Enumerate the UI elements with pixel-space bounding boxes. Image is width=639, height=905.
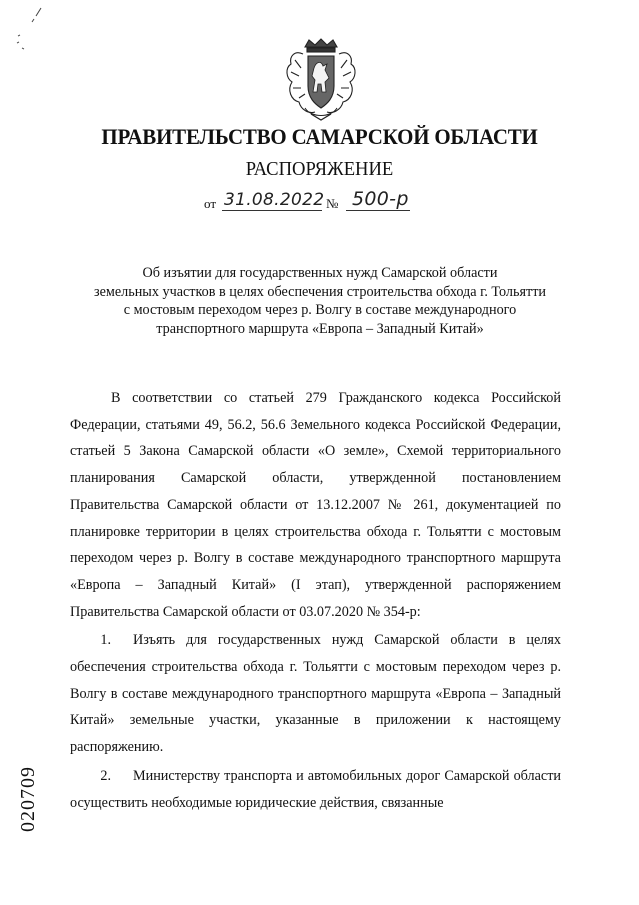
corner-scribble-marks: [10, 6, 50, 56]
document-subject: [70, 264, 570, 338]
document-body: [70, 385, 561, 816]
date-label: от: [204, 196, 217, 211]
paragraph-number: 1.: [100, 632, 111, 649]
paragraph-number: 2.: [100, 767, 111, 784]
handwritten-number: 500-р: [352, 188, 409, 210]
number-label: №: [326, 196, 339, 211]
paragraph-text: Изъять для государственных нужд Самарской области в целях обеспечения строительства обхода г. Тольятти с мостовым переходом через р. Волгу в составе международного транспортного маршрута «Европа – Западный Китай» земельные участки, указанные в приложении к настоящему распоряжению.: [70, 632, 561, 756]
document-type-title: РАСПОРЯЖЕНИЕ: [245, 158, 394, 180]
paragraph-text: Министерству транспорта и автомобильных дорог Самарской области осуществить необходимые юридические действия, связанные: [70, 767, 561, 811]
subject-line: Об изъятии для государственных нужд Самарской области: [142, 265, 498, 281]
subject-line: транспортного маршрута «Европа – Западный Китай»: [156, 320, 484, 337]
number-underline: [346, 210, 410, 211]
side-serial-number: 020709: [17, 766, 39, 832]
preamble-paragraph: В соответствии со статьей 279 Гражданского кодекса Российской Федерации, статьями 49, 56.2, 56.6 Земельного кодекса Российской Федерации, статьей 5 Закона Самарской области «О земле», Схемой территориального планирования Самарской области, утвержденной постановлением Правительства Самарской области от 13.12.2007 № 261, документацией по планировке территории в целях строительства обхода г. Тольятти с мостовым переходом через р. Волгу в составе международного транспортного маршрута «Европа – Западный Китай» (I этап), утвержденной распоряжением Правительства Самарской области от 03.07.2020 № 354-р:: [70, 390, 561, 620]
handwritten-date: 31.08.2022: [224, 190, 325, 210]
date-underline: [222, 210, 322, 211]
government-title: ПРАВИТЕЛЬСТВО САМАРСКОЙ ОБЛАСТИ: [101, 124, 538, 149]
numbered-paragraph: [70, 763, 561, 816]
subject-line: с мостовым переходом через р. Волгу в составе международного: [123, 302, 517, 318]
registration-line: [204, 186, 444, 216]
numbered-paragraph: [70, 627, 561, 761]
coat-of-arms-icon: [281, 38, 361, 124]
subject-line: земельных участков в целях обеспечения строительства обхода г. Тольятти: [93, 283, 546, 300]
